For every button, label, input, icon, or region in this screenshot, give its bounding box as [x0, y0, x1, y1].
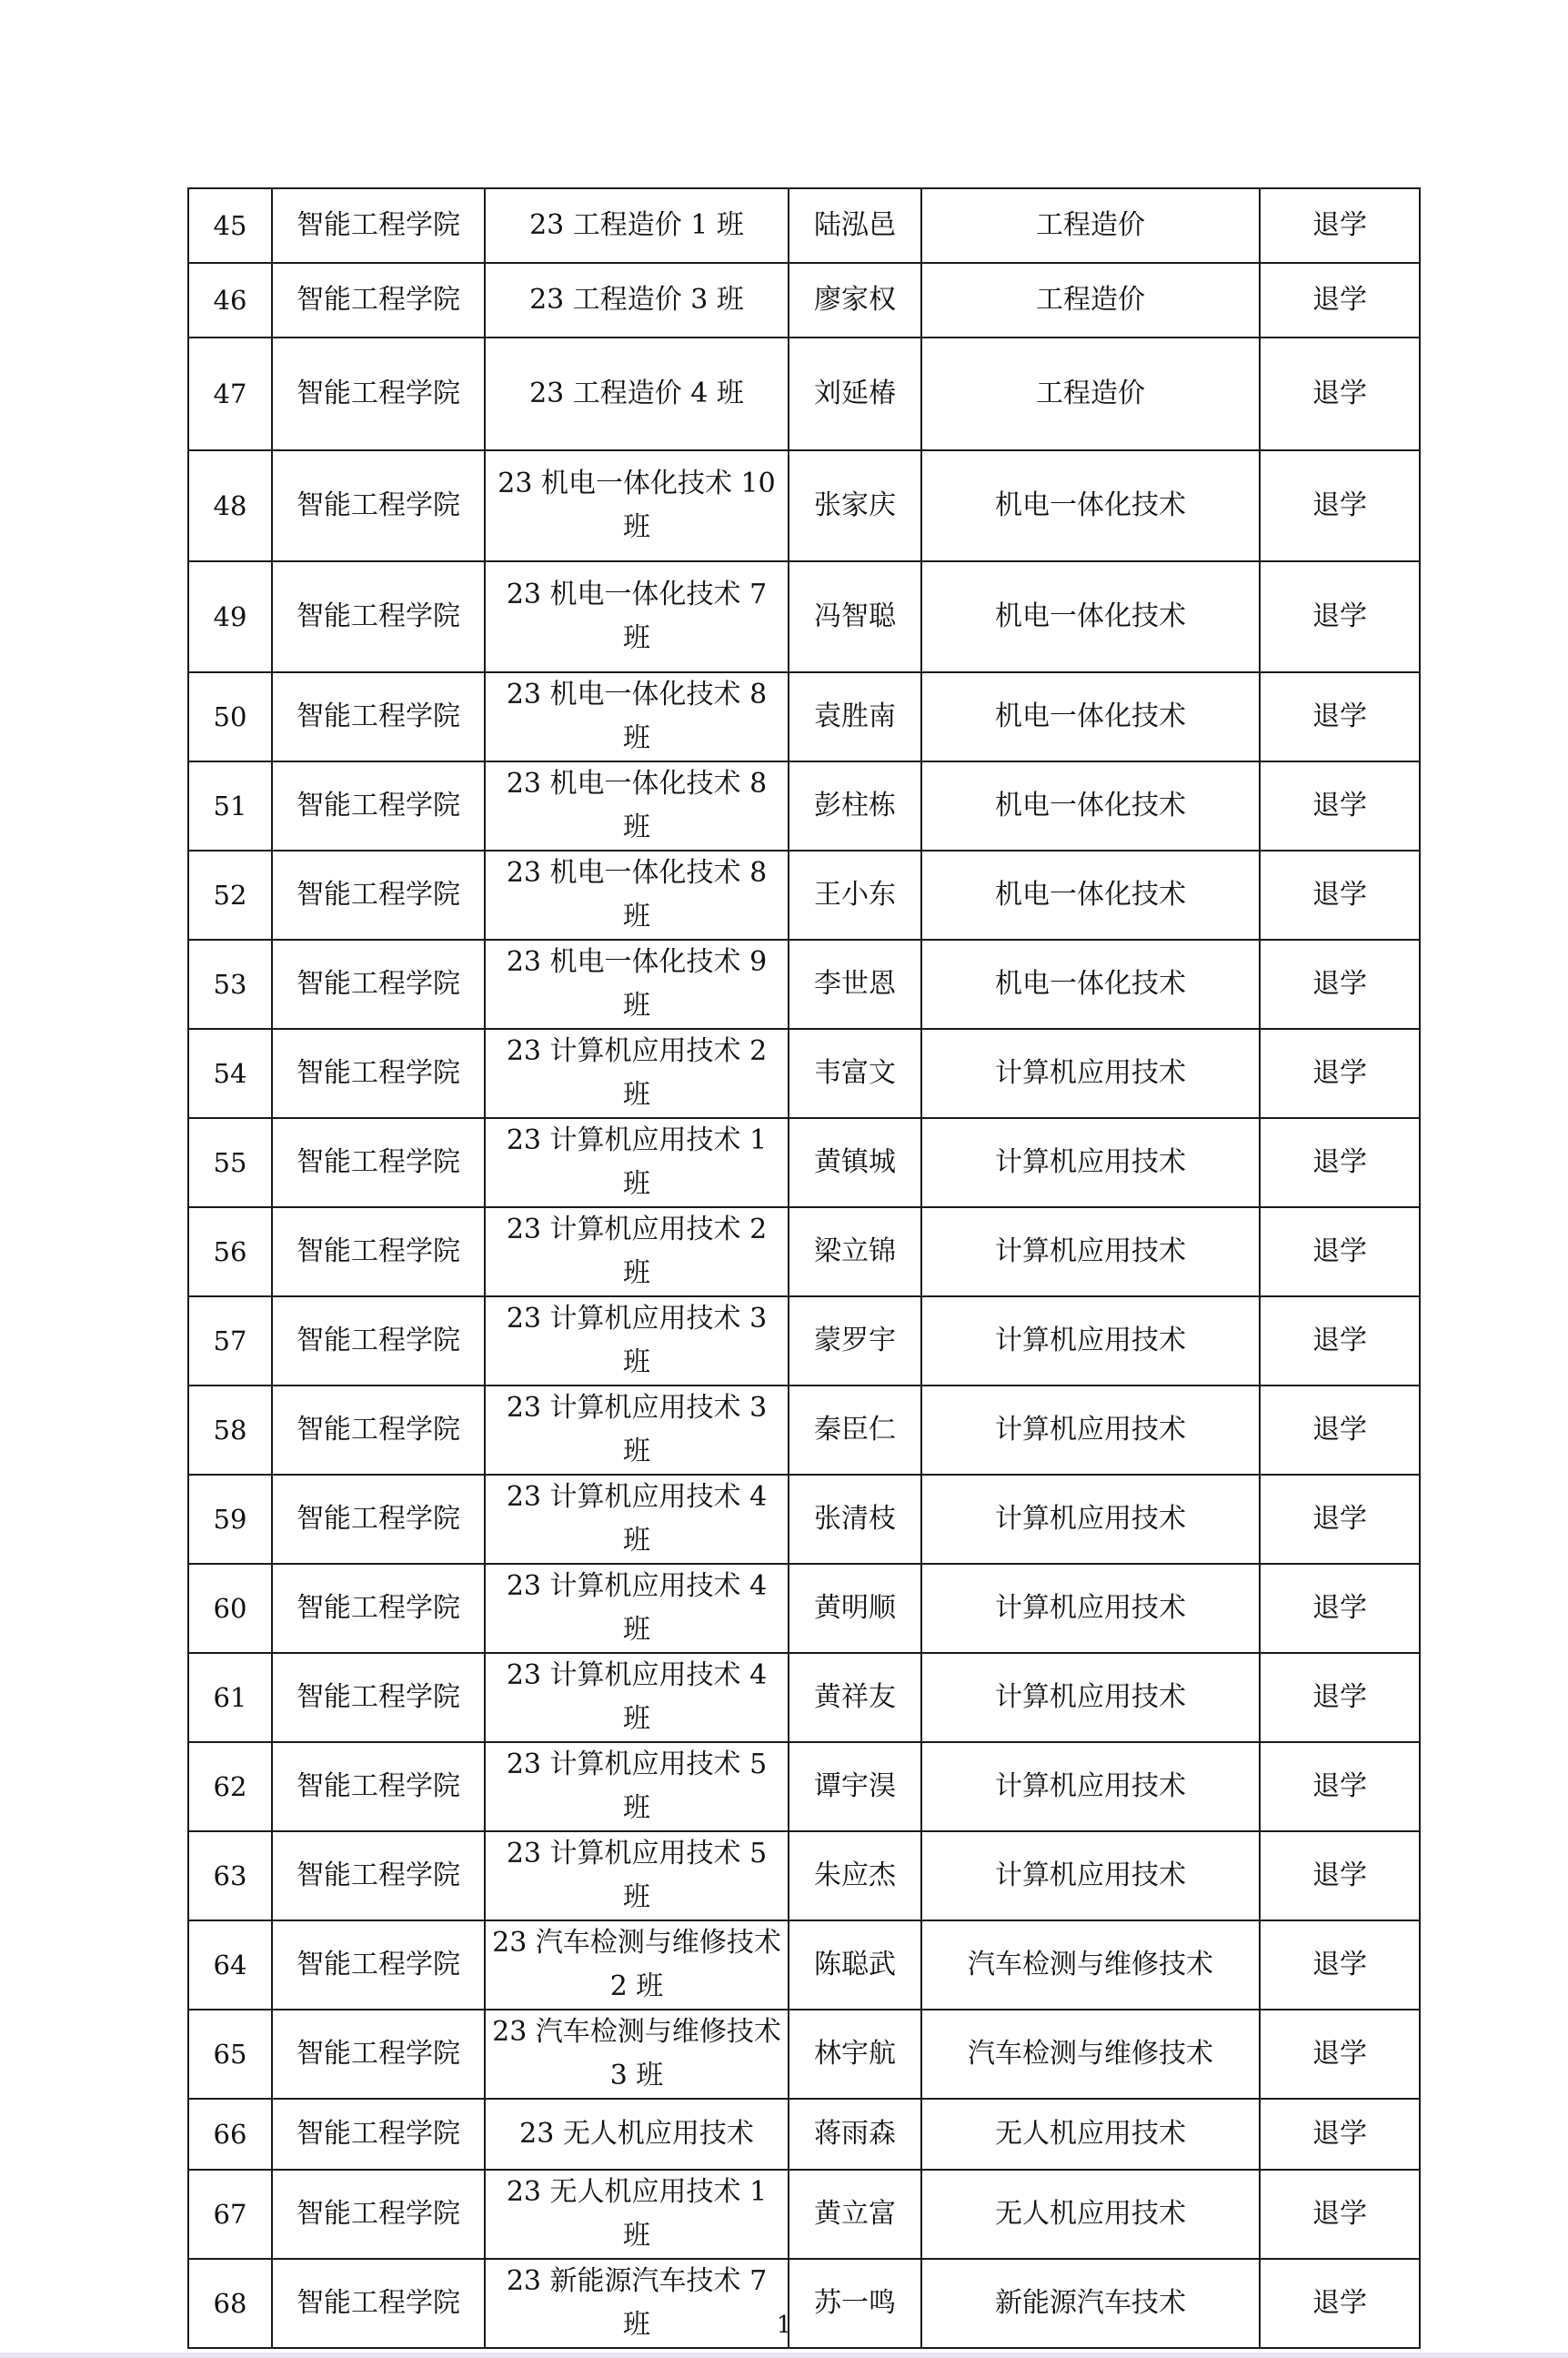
status-cell: 退学 — [1260, 1386, 1420, 1475]
row-number: 51 — [188, 761, 272, 851]
table-row — [188, 940, 1420, 1029]
table-row — [188, 1564, 1420, 1653]
status-cell: 退学 — [1260, 1296, 1420, 1386]
class-cell: 23 机电一体化技术 8 班 — [485, 851, 789, 940]
status-cell: 退学 — [1260, 851, 1420, 940]
major-cell: 计算机应用技术 — [921, 1118, 1260, 1207]
college-cell: 智能工程学院 — [272, 1653, 485, 1742]
status-cell: 退学 — [1260, 338, 1420, 450]
row-number: 53 — [188, 940, 272, 1029]
table-row — [188, 1742, 1420, 1831]
student-name: 林宇航 — [789, 2010, 921, 2099]
status-cell: 退学 — [1260, 450, 1420, 561]
class-cell: 23 计算机应用技术 4 班 — [485, 1564, 789, 1653]
major-cell: 工程造价 — [921, 188, 1260, 263]
status-cell: 退学 — [1260, 940, 1420, 1029]
major-cell: 计算机应用技术 — [921, 1564, 1260, 1653]
major-cell: 机电一体化技术 — [921, 561, 1260, 672]
college-cell: 智能工程学院 — [272, 851, 485, 940]
class-cell: 23 机电一体化技术 8 班 — [485, 672, 789, 761]
student-name: 朱应杰 — [789, 1831, 921, 1920]
class-cell: 23 机电一体化技术 9 班 — [485, 940, 789, 1029]
college-cell: 智能工程学院 — [272, 1831, 485, 1920]
row-number: 56 — [188, 1207, 272, 1296]
major-cell: 工程造价 — [921, 263, 1260, 338]
class-cell: 23 计算机应用技术 4 班 — [485, 1475, 789, 1564]
student-name: 黄镇城 — [789, 1118, 921, 1207]
student-name: 黄明顺 — [789, 1564, 921, 1653]
major-cell: 汽车检测与维修技术 — [921, 2010, 1260, 2099]
status-cell: 退学 — [1260, 561, 1420, 672]
student-name: 蒋雨森 — [789, 2099, 921, 2170]
class-cell: 23 无人机应用技术 — [485, 2099, 789, 2170]
table-row — [188, 1029, 1420, 1118]
class-cell: 23 计算机应用技术 3 班 — [485, 1296, 789, 1386]
student-name: 袁胜南 — [789, 672, 921, 761]
table-row — [188, 851, 1420, 940]
class-cell: 23 机电一体化技术 7 班 — [485, 561, 789, 672]
status-cell: 退学 — [1260, 1207, 1420, 1296]
status-cell: 退学 — [1260, 2010, 1420, 2099]
row-number: 68 — [188, 2259, 272, 2348]
college-cell: 智能工程学院 — [272, 1742, 485, 1831]
row-number: 58 — [188, 1386, 272, 1475]
class-cell: 23 汽车检测与维修技术 3 班 — [485, 2010, 789, 2099]
status-cell: 退学 — [1260, 188, 1420, 263]
row-number: 46 — [188, 263, 272, 338]
class-cell: 23 新能源汽车技术 7 班 — [485, 2259, 789, 2348]
row-number: 50 — [188, 672, 272, 761]
class-cell: 23 无人机应用技术 1 班 — [485, 2170, 789, 2259]
college-cell: 智能工程学院 — [272, 2099, 485, 2170]
row-number: 59 — [188, 1475, 272, 1564]
row-number: 48 — [188, 450, 272, 561]
status-cell: 退学 — [1260, 1475, 1420, 1564]
student-name: 王小东 — [789, 851, 921, 940]
table-row — [188, 338, 1420, 450]
major-cell: 计算机应用技术 — [921, 1207, 1260, 1296]
row-number: 49 — [188, 561, 272, 672]
major-cell: 计算机应用技术 — [921, 1742, 1260, 1831]
table-row — [188, 1920, 1420, 2010]
status-cell: 退学 — [1260, 1029, 1420, 1118]
class-cell: 23 工程造价 4 班 — [485, 338, 789, 450]
student-name: 陈聪武 — [789, 1920, 921, 2010]
college-cell: 智能工程学院 — [272, 1296, 485, 1386]
table-row — [188, 1296, 1420, 1386]
college-cell: 智能工程学院 — [272, 1029, 485, 1118]
college-cell: 智能工程学院 — [272, 2170, 485, 2259]
class-cell: 23 计算机应用技术 2 班 — [485, 1029, 789, 1118]
table-row — [188, 2170, 1420, 2259]
table-row — [188, 188, 1420, 263]
row-number: 55 — [188, 1118, 272, 1207]
row-number: 65 — [188, 2010, 272, 2099]
student-name: 黄立富 — [789, 2170, 921, 2259]
major-cell: 机电一体化技术 — [921, 940, 1260, 1029]
table-row — [188, 672, 1420, 761]
row-number: 66 — [188, 2099, 272, 2170]
student-name: 彭柱栋 — [789, 761, 921, 851]
major-cell: 机电一体化技术 — [921, 450, 1260, 561]
student-name: 梁立锦 — [789, 1207, 921, 1296]
college-cell: 智能工程学院 — [272, 2010, 485, 2099]
scan-edge — [0, 2353, 1568, 2358]
class-cell: 23 计算机应用技术 1 班 — [485, 1118, 789, 1207]
table-row — [188, 263, 1420, 338]
row-number: 47 — [188, 338, 272, 450]
status-cell: 退学 — [1260, 1653, 1420, 1742]
college-cell: 智能工程学院 — [272, 1207, 485, 1296]
student-name: 廖家权 — [789, 263, 921, 338]
class-cell: 23 计算机应用技术 2 班 — [485, 1207, 789, 1296]
status-cell: 退学 — [1260, 263, 1420, 338]
major-cell: 计算机应用技术 — [921, 1029, 1260, 1118]
status-cell: 退学 — [1260, 2099, 1420, 2170]
row-number: 64 — [188, 1920, 272, 2010]
table-row — [188, 761, 1420, 851]
row-number: 62 — [188, 1742, 272, 1831]
major-cell: 无人机应用技术 — [921, 2099, 1260, 2170]
student-name: 张家庆 — [789, 450, 921, 561]
status-cell: 退学 — [1260, 1831, 1420, 1920]
table-row — [188, 2010, 1420, 2099]
row-number: 60 — [188, 1564, 272, 1653]
major-cell: 计算机应用技术 — [921, 1831, 1260, 1920]
row-number: 67 — [188, 2170, 272, 2259]
table-row — [188, 1118, 1420, 1207]
row-number: 45 — [188, 188, 272, 263]
student-name: 韦富文 — [789, 1029, 921, 1118]
major-cell: 机电一体化技术 — [921, 761, 1260, 851]
college-cell: 智能工程学院 — [272, 450, 485, 561]
status-cell: 退学 — [1260, 1118, 1420, 1207]
table-row — [188, 1207, 1420, 1296]
college-cell: 智能工程学院 — [272, 1920, 485, 2010]
row-number: 57 — [188, 1296, 272, 1386]
major-cell: 新能源汽车技术 — [921, 2259, 1260, 2348]
college-cell: 智能工程学院 — [272, 672, 485, 761]
college-cell: 智能工程学院 — [272, 2259, 485, 2348]
status-cell: 退学 — [1260, 761, 1420, 851]
major-cell: 计算机应用技术 — [921, 1653, 1260, 1742]
class-cell: 23 机电一体化技术 10 班 — [485, 450, 789, 561]
student-name: 秦臣仁 — [789, 1386, 921, 1475]
college-cell: 智能工程学院 — [272, 561, 485, 672]
student-name: 刘延椿 — [789, 338, 921, 450]
major-cell: 计算机应用技术 — [921, 1475, 1260, 1564]
major-cell: 计算机应用技术 — [921, 1386, 1260, 1475]
student-name: 谭宇淏 — [789, 1742, 921, 1831]
status-cell: 退学 — [1260, 2259, 1420, 2348]
class-cell: 23 计算机应用技术 4 班 — [485, 1653, 789, 1742]
table-row — [188, 1831, 1420, 1920]
table-row — [188, 1475, 1420, 1564]
row-number: 63 — [188, 1831, 272, 1920]
table-row — [188, 450, 1420, 561]
table-row — [188, 561, 1420, 672]
student-name: 黄祥友 — [789, 1653, 921, 1742]
college-cell: 智能工程学院 — [272, 940, 485, 1029]
student-name: 蒙罗宇 — [789, 1296, 921, 1386]
class-cell: 23 计算机应用技术 5 班 — [485, 1831, 789, 1920]
class-cell: 23 工程造价 1 班 — [485, 188, 789, 263]
student-name: 李世恩 — [789, 940, 921, 1029]
row-number: 52 — [188, 851, 272, 940]
table-body — [188, 188, 1420, 2348]
status-cell: 退学 — [1260, 672, 1420, 761]
college-cell: 智能工程学院 — [272, 263, 485, 338]
major-cell: 无人机应用技术 — [921, 2170, 1260, 2259]
row-number: 54 — [188, 1029, 272, 1118]
class-cell: 23 汽车检测与维修技术 2 班 — [485, 1920, 789, 2010]
class-cell: 23 机电一体化技术 8 班 — [485, 761, 789, 851]
college-cell: 智能工程学院 — [272, 1564, 485, 1653]
status-cell: 退学 — [1260, 1742, 1420, 1831]
college-cell: 智能工程学院 — [272, 1475, 485, 1564]
page-number: 1 — [776, 2312, 792, 2339]
college-cell: 智能工程学院 — [272, 188, 485, 263]
table-row — [188, 1386, 1420, 1475]
student-name: 冯智聪 — [789, 561, 921, 672]
student-name: 陆泓邑 — [789, 188, 921, 263]
college-cell: 智能工程学院 — [272, 761, 485, 851]
major-cell: 机电一体化技术 — [921, 851, 1260, 940]
table-row — [188, 1653, 1420, 1742]
status-cell: 退学 — [1260, 1564, 1420, 1653]
student-name: 苏一鸣 — [789, 2259, 921, 2348]
status-cell: 退学 — [1260, 2170, 1420, 2259]
major-cell: 机电一体化技术 — [921, 672, 1260, 761]
college-cell: 智能工程学院 — [272, 1386, 485, 1475]
row-number: 61 — [188, 1653, 272, 1742]
major-cell: 计算机应用技术 — [921, 1296, 1260, 1386]
college-cell: 智能工程学院 — [272, 1118, 485, 1207]
class-cell: 23 计算机应用技术 3 班 — [485, 1386, 789, 1475]
major-cell: 汽车检测与维修技术 — [921, 1920, 1260, 2010]
college-cell: 智能工程学院 — [272, 338, 485, 450]
table-row — [188, 2099, 1420, 2170]
student-withdrawal-table — [187, 187, 1421, 2349]
class-cell: 23 工程造价 3 班 — [485, 263, 789, 338]
major-cell: 工程造价 — [921, 338, 1260, 450]
student-name: 张清枝 — [789, 1475, 921, 1564]
status-cell: 退学 — [1260, 1920, 1420, 2010]
class-cell: 23 计算机应用技术 5 班 — [485, 1742, 789, 1831]
